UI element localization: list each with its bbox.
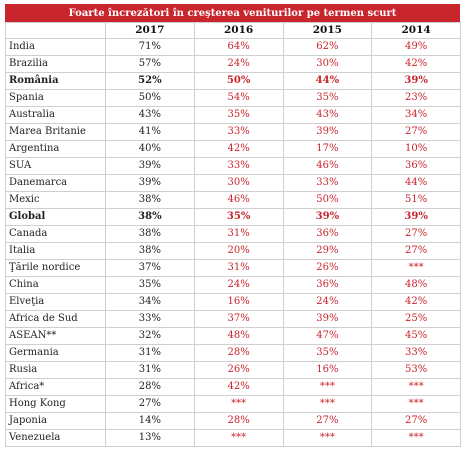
row-label: România [6,73,106,90]
cell-value: 39% [283,209,372,226]
cell-value: 62% [283,39,372,56]
cell-value: 37% [194,311,283,328]
cell-value: 28% [194,413,283,430]
cell-value: 64% [194,39,283,56]
cell-value: 41% [106,124,195,141]
table-row [6,345,461,362]
cell-value: 31% [106,345,195,362]
cell-value: 71% [106,39,195,56]
cell-value: 38% [106,226,195,243]
table-row [6,226,461,243]
row-label: Germania [6,345,106,362]
cell-value: 39% [372,209,461,226]
cell-value: 36% [372,158,461,175]
cell-value: 47% [283,328,372,345]
cell-value: 27% [372,413,461,430]
cell-value: 30% [194,175,283,192]
cell-value: *** [283,430,372,447]
cell-value: 50% [194,73,283,90]
table-row [6,277,461,294]
table-row [6,430,461,447]
cell-value: 39% [283,311,372,328]
row-label: Canada [6,226,106,243]
cell-value: 33% [194,124,283,141]
cell-value: 16% [283,362,372,379]
row-label: Argentina [6,141,106,158]
cell-value: 24% [194,56,283,73]
row-label: Mexic [6,192,106,209]
cell-value: 29% [283,243,372,260]
row-label: India [6,39,106,56]
table-row [6,192,461,209]
cell-value: *** [372,430,461,447]
cell-value: 31% [106,362,195,379]
table-row [6,294,461,311]
row-label: SUA [6,158,106,175]
header-corner [6,23,106,39]
cell-value: 31% [194,260,283,277]
cell-value: *** [194,430,283,447]
cell-value: 54% [194,90,283,107]
cell-value: 28% [106,379,195,396]
cell-value: 26% [194,362,283,379]
table-row [6,260,461,277]
cell-value: 14% [106,413,195,430]
table-body [6,39,461,447]
table-row [6,209,461,226]
cell-value: 35% [194,209,283,226]
row-label: Italia [6,243,106,260]
cell-value: 46% [283,158,372,175]
column-header: 2014 [372,23,461,39]
cell-value: 39% [106,175,195,192]
cell-value: 39% [283,124,372,141]
table-row [6,73,461,90]
cell-value: 42% [372,56,461,73]
cell-value: 10% [372,141,461,158]
cell-value: 17% [283,141,372,158]
cell-value: 35% [283,345,372,362]
row-label: Africa* [6,379,106,396]
cell-value: 24% [194,277,283,294]
cell-value: 35% [106,277,195,294]
cell-value: *** [283,396,372,413]
cell-value: 27% [372,124,461,141]
table-row [6,56,461,73]
row-label: Spania [6,90,106,107]
cell-value: 23% [372,90,461,107]
table-row [6,328,461,345]
cell-value: 27% [372,243,461,260]
row-label: China [6,277,106,294]
cell-value: 46% [194,192,283,209]
cell-value: 31% [194,226,283,243]
cell-value: 38% [106,243,195,260]
table-title: Foarte încrezători în creşterea veniturilor pe termen scurt [5,4,460,22]
row-label: Marea Britanie [6,124,106,141]
table-row [6,39,461,56]
cell-value: 33% [194,158,283,175]
data-table [5,22,461,447]
cell-value: *** [372,396,461,413]
row-label: ASEAN** [6,328,106,345]
row-label: Australia [6,107,106,124]
cell-value: 27% [283,413,372,430]
cell-value: 37% [106,260,195,277]
table-row [6,243,461,260]
cell-value: 27% [106,396,195,413]
cell-value: 44% [372,175,461,192]
cell-value: 45% [372,328,461,345]
cell-value: 52% [106,73,195,90]
cell-value: *** [194,396,283,413]
cell-value: 42% [194,141,283,158]
cell-value: 35% [194,107,283,124]
table-row [6,158,461,175]
cell-value: 50% [283,192,372,209]
cell-value: 30% [283,56,372,73]
table-row [6,107,461,124]
cell-value: 27% [372,226,461,243]
cell-value: 20% [194,243,283,260]
row-label: Japonia [6,413,106,430]
row-label: Rusia [6,362,106,379]
cell-value: 39% [106,158,195,175]
cell-value: 32% [106,328,195,345]
cell-value: 51% [372,192,461,209]
row-label: Hong Kong [6,396,106,413]
cell-value: 43% [283,107,372,124]
cell-value: 53% [372,362,461,379]
row-label: Danemarca [6,175,106,192]
row-label: Ţările nordice [6,260,106,277]
row-label: Africa de Sud [6,311,106,328]
row-label: Venezuela [6,430,106,447]
column-header: 2017 [106,23,195,39]
cell-value: 36% [283,226,372,243]
cell-value: 39% [372,73,461,90]
cell-value: 44% [283,73,372,90]
table-row [6,311,461,328]
cell-value: 42% [194,379,283,396]
cell-value: 33% [372,345,461,362]
column-header: 2015 [283,23,372,39]
table-row [6,413,461,430]
cell-value: 38% [106,192,195,209]
cell-value: 50% [106,90,195,107]
cell-value: 36% [283,277,372,294]
cell-value: *** [372,260,461,277]
row-label: Elveţia [6,294,106,311]
cell-value: 34% [372,107,461,124]
table-row [6,124,461,141]
table-row [6,379,461,396]
table-row [6,90,461,107]
cell-value: 38% [106,209,195,226]
cell-value: 13% [106,430,195,447]
cell-value: *** [372,379,461,396]
table-row [6,141,461,158]
cell-value: 43% [106,107,195,124]
row-label: Global [6,209,106,226]
row-label: Brazilia [6,56,106,73]
cell-value: 34% [106,294,195,311]
table-row [6,362,461,379]
cell-value: 35% [283,90,372,107]
table-container [5,4,460,447]
cell-value: 16% [194,294,283,311]
cell-value: 42% [372,294,461,311]
cell-value: 25% [372,311,461,328]
cell-value: *** [283,379,372,396]
table-row [6,396,461,413]
cell-value: 40% [106,141,195,158]
cell-value: 48% [194,328,283,345]
column-header: 2016 [194,23,283,39]
table-row [6,175,461,192]
cell-value: 28% [194,345,283,362]
cell-value: 33% [283,175,372,192]
cell-value: 48% [372,277,461,294]
cell-value: 26% [283,260,372,277]
cell-value: 24% [283,294,372,311]
cell-value: 57% [106,56,195,73]
cell-value: 33% [106,311,195,328]
cell-value: 49% [372,39,461,56]
header-row [6,23,461,39]
